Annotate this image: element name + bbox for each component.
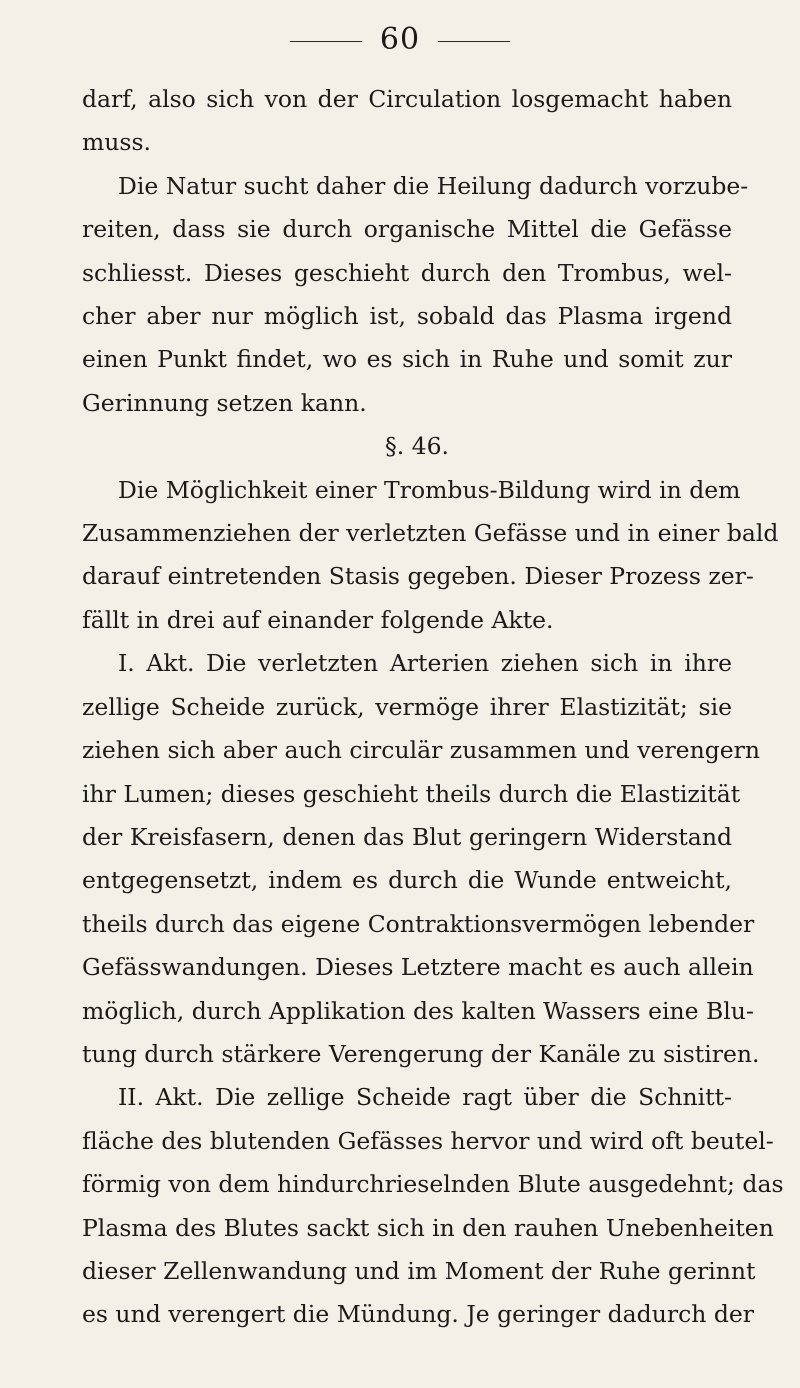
text-line: einen Punkt findet, wo es sich in Ruhe und somit zur bbox=[82, 345, 732, 374]
text-line: schliesst. Dieses geschieht durch den Trombus, wel- bbox=[82, 258, 732, 287]
text-line: Plasma des Blutes sackt sich in den rauhen Unebenheiten bbox=[82, 1213, 774, 1242]
text-line: entgegensetzt, indem es durch die Wunde entweicht, bbox=[82, 866, 732, 895]
body-text bbox=[82, 78, 784, 1337]
text-line: darf, also sich von der Circulation losgemacht haben bbox=[82, 85, 732, 113]
text-line: dieser Zellenwandung und im Moment der Ruhe gerinnt bbox=[82, 1256, 756, 1285]
text-line: Zusammenziehen der verletzten Gefässe und in einer bald bbox=[82, 519, 779, 548]
page-header bbox=[0, 22, 800, 57]
text-line: reiten, dass sie durch organische Mittel die Gefässe bbox=[82, 215, 732, 244]
text-line: Gefässwandungen. Dieses Letztere macht es auch allein bbox=[82, 953, 754, 982]
text-line: fläche des blutenden Gefässes hervor und wird oft beutel- bbox=[82, 1126, 774, 1155]
text-line: muss. bbox=[82, 128, 152, 157]
section-heading: §. 46. bbox=[384, 432, 450, 461]
header-rule-right bbox=[438, 41, 510, 42]
text-line: der Kreisfasern, denen das Blut geringern Widerstand bbox=[82, 822, 732, 851]
header-rule-left bbox=[290, 41, 362, 42]
text-line: möglich, durch Applikation des kalten Wassers eine Blu- bbox=[82, 996, 754, 1025]
text-line: tung durch stärkere Verengerung der Kanäle zu sistiren. bbox=[82, 1039, 760, 1068]
text-line: fällt in drei auf einander folgende Akte. bbox=[82, 605, 554, 634]
text-line: es und verengert die Mündung. Je geringer dadurch der bbox=[82, 1300, 755, 1329]
paragraph-start-line: Die Natur sucht daher die Heilung dadurch vorzube- bbox=[118, 171, 749, 200]
text-line: ziehen sich aber auch circulär zusammen und verengern bbox=[82, 736, 761, 765]
paragraph-start-line: Die Möglichkeit einer Trombus-Bildung wird in dem bbox=[118, 475, 741, 504]
text-line: darauf eintretenden Stasis gegeben. Dieser Prozess zer- bbox=[82, 562, 754, 591]
page-number: 60 bbox=[379, 22, 421, 57]
text-line: theils durch das eigene Contraktionsvermögen lebender bbox=[82, 909, 755, 938]
text-line: ihr Lumen; dieses geschieht theils durch die Elastizität bbox=[82, 779, 741, 808]
text-line: cher aber nur möglich ist, sobald das Plasma irgend bbox=[82, 302, 732, 331]
paragraph-start-line: II. Akt. Die zellige Scheide ragt über die Schnitt- bbox=[118, 1083, 732, 1112]
paragraph-start-line: I. Akt. Die verletzten Arterien ziehen sich in ihre bbox=[118, 649, 732, 678]
text-line: zellige Scheide zurück, vermöge ihrer Elastizität; sie bbox=[82, 692, 732, 721]
text-line: förmig von dem hindurchrieselnden Blute ausgedehnt; das bbox=[82, 1170, 784, 1199]
text-line: Gerinnung setzen kann. bbox=[82, 388, 367, 417]
